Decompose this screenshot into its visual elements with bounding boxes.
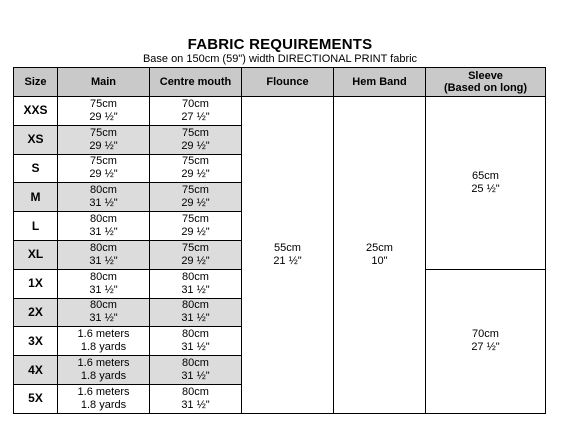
sleeve-top-value: 65cm (472, 169, 499, 182)
main-value: 1.6 meters (77, 357, 130, 370)
centre-alt-value: 29 ½" (181, 197, 210, 210)
flounce-value: 55cm (274, 241, 301, 254)
centre-value: 75cm (182, 184, 209, 197)
centre-alt-value: 31 ½" (181, 370, 210, 383)
centre-alt-value: 31 ½" (181, 341, 210, 354)
sleeve-top-alt-value: 25 ½" (471, 182, 500, 195)
main-alt-value: 1.8 yards (80, 370, 127, 383)
centre-alt-value: 29 ½" (181, 226, 210, 239)
header-flounce: Flounce (242, 68, 334, 97)
centre-alt-value: 31 ½" (181, 312, 210, 325)
main-value: 1.6 meters (77, 328, 130, 341)
main-alt-value: 31 ½" (89, 283, 118, 296)
centre-alt-value: 29 ½" (181, 168, 210, 181)
table-header-row (14, 68, 546, 97)
main-value: 80cm (90, 241, 117, 254)
centre-cell (150, 327, 242, 356)
main-cell (58, 298, 150, 327)
main-cell (58, 212, 150, 241)
main-cell (58, 183, 150, 212)
size-cell: XL (14, 240, 58, 269)
main-cell (58, 240, 150, 269)
centre-value: 80cm (182, 299, 209, 312)
centre-value: 75cm (182, 241, 209, 254)
header-size: Size (14, 68, 58, 97)
main-alt-value: 31 ½" (89, 197, 118, 210)
centre-value: 80cm (182, 270, 209, 283)
page-subtitle: Base on 150cm (59") width DIRECTIONAL PRINT fabric (142, 53, 418, 65)
main-value: 75cm (90, 126, 117, 139)
main-value: 1.6 meters (77, 385, 130, 398)
centre-cell (150, 269, 242, 298)
centre-value: 75cm (182, 126, 209, 139)
size-cell: 5X (14, 384, 58, 413)
centre-alt-value: 29 ½" (181, 254, 210, 267)
size-cell: S (14, 154, 58, 183)
centre-alt-value: 31 ½" (181, 283, 210, 296)
main-cell (58, 327, 150, 356)
size-cell: 2X (14, 298, 58, 327)
header-sleeve (426, 68, 546, 97)
centre-alt-value: 27 ½" (181, 110, 210, 123)
main-cell (58, 125, 150, 154)
sleeve-bottom-alt-value: 27 ½" (471, 341, 500, 354)
header-sleeve-line1: Sleeve (468, 70, 503, 82)
sleeve-bottom-cell (426, 269, 546, 413)
size-cell: 1X (14, 269, 58, 298)
page-title: FABRIC REQUIREMENTS (187, 36, 373, 53)
main-cell (58, 269, 150, 298)
centre-alt-value: 29 ½" (181, 139, 210, 152)
centre-cell (150, 125, 242, 154)
header-centre-mouth: Centre mouth (150, 68, 242, 97)
centre-value: 80cm (182, 328, 209, 341)
main-alt-value: 1.8 yards (80, 341, 127, 354)
centre-cell (150, 212, 242, 241)
size-cell: L (14, 212, 58, 241)
flounce-alt-value: 21 ½" (273, 254, 302, 267)
main-value: 80cm (90, 299, 117, 312)
table-row (14, 97, 546, 126)
header-main: Main (58, 68, 150, 97)
main-value: 75cm (90, 155, 117, 168)
centre-cell (150, 240, 242, 269)
main-value: 80cm (90, 184, 117, 197)
centre-cell (150, 183, 242, 212)
size-cell: 3X (14, 327, 58, 356)
size-cell: XS (14, 125, 58, 154)
size-cell: 4X (14, 356, 58, 385)
centre-cell (150, 97, 242, 126)
centre-value: 80cm (182, 385, 209, 398)
main-value: 80cm (90, 213, 117, 226)
sleeve-bottom-value: 70cm (472, 328, 499, 341)
main-alt-value: 29 ½" (89, 139, 118, 152)
main-alt-value: 31 ½" (89, 226, 118, 239)
centre-value: 70cm (182, 97, 209, 110)
main-alt-value: 29 ½" (89, 110, 118, 123)
main-cell (58, 356, 150, 385)
fabric-requirements-table (13, 67, 546, 414)
hem-band-alt-value: 10" (371, 254, 388, 267)
centre-cell (150, 356, 242, 385)
header-hem-band: Hem Band (334, 68, 426, 97)
main-cell (58, 97, 150, 126)
flounce-cell (242, 97, 334, 414)
size-cell: M (14, 183, 58, 212)
main-alt-value: 31 ½" (89, 254, 118, 267)
centre-cell (150, 154, 242, 183)
centre-alt-value: 31 ½" (181, 398, 210, 411)
main-alt-value: 29 ½" (89, 168, 118, 181)
main-cell (58, 384, 150, 413)
main-value: 80cm (90, 270, 117, 283)
main-value: 75cm (90, 97, 117, 110)
hem-band-value: 25cm (366, 241, 393, 254)
header-sleeve-line2: (Based on long) (443, 82, 528, 94)
sleeve-top-cell (426, 97, 546, 270)
main-alt-value: 1.8 yards (80, 398, 127, 411)
main-cell (58, 154, 150, 183)
centre-value: 75cm (182, 213, 209, 226)
main-alt-value: 31 ½" (89, 312, 118, 325)
centre-value: 75cm (182, 155, 209, 168)
centre-cell (150, 298, 242, 327)
centre-cell (150, 384, 242, 413)
hem-band-cell (334, 97, 426, 414)
size-cell: XXS (14, 97, 58, 126)
centre-value: 80cm (182, 357, 209, 370)
